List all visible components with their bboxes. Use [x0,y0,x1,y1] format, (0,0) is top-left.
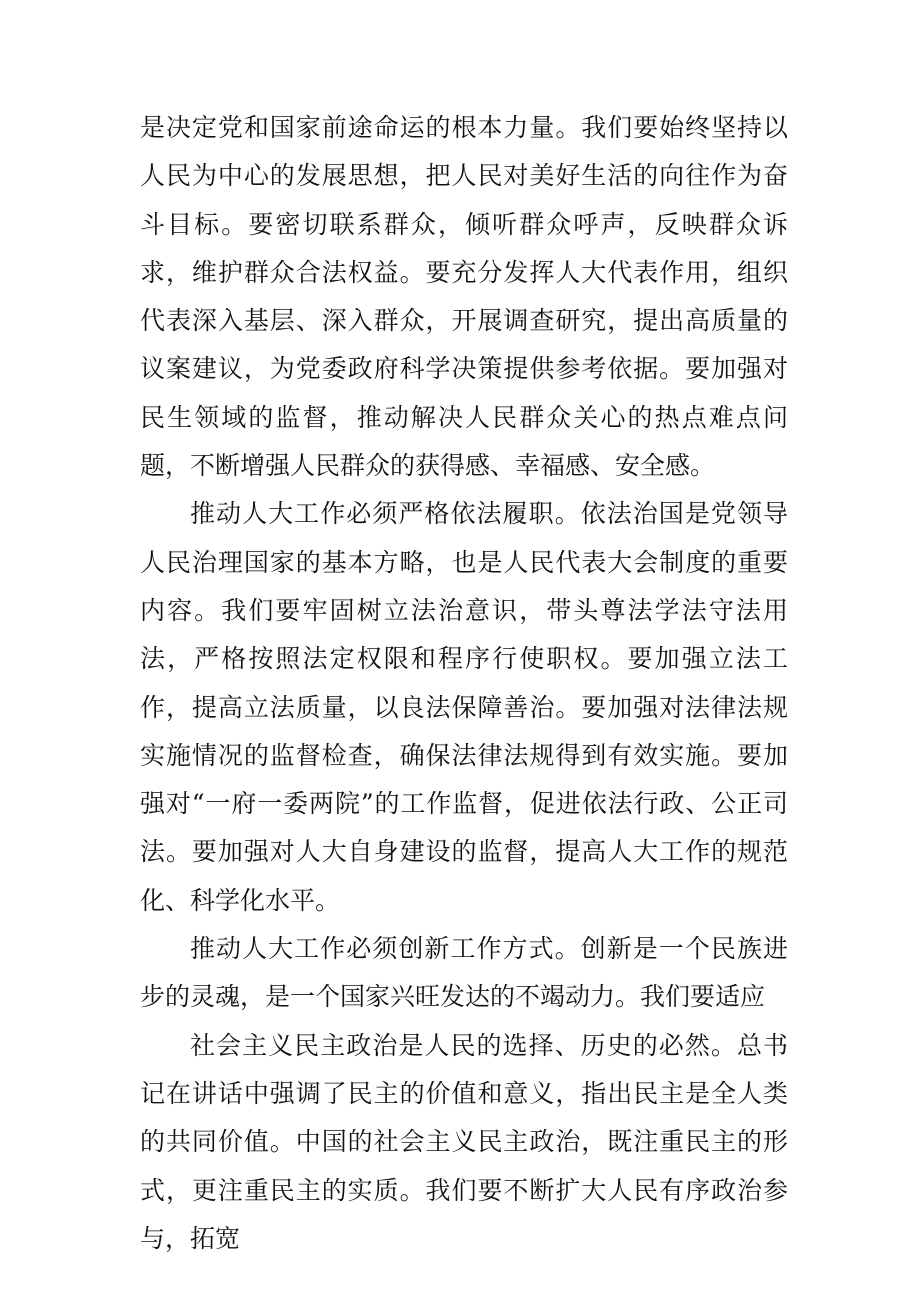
paragraph-4: 社会主义民主政治是人民的选择、历史的必然。总书记在讲话中强调了民主的价值和意义，指出民主是全人类的共同价值。中国的社会主义民主政治，既注重民主的形式，更注重民主的实质。我们要不断扩大人民有序政治参与，拓宽 [140,1030,788,1253]
paragraph-2: 推动人大工作必须严格依法履职。依法治国是党领导人民治理国家的基本方略，也是人民代表大会制度的重要内容。我们要牢固树立法治意识，带头尊法学法守法用法，严格按照法定权限和程序行使职权。要加强立法工作，提高立法质量，以良法保障善治。要加强对法律法规实施情况的监督检查，确保法律法规得到有效实施。要加强对“一府一委两院”的工作监督，促进依法行政、公正司法。要加强对人大自身建设的监督，提高人大工作的规范化、科学化水平。 [140,499,788,915]
document-body [140,104,788,1263]
paragraph-3: 推动人大工作必须创新工作方式。创新是一个民族进步的灵魂，是一个国家兴旺发达的不竭动力。我们要适应 [140,934,788,1012]
paragraph-1: 是决定党和国家前途命运的根本力量。我们要始终坚持以人民为中心的发展思想，把人民对美好生活的向往作为奋斗目标。要密切联系群众，倾听群众呼声，反映群众诉求，维护群众合法权益。要充分发挥人大代表作用，组织代表深入基层、深入群众，开展调查研究，提出高质量的议案建议，为党委政府科学决策提供参考依据。要加强对民生领域的监督，推动解决人民群众关心的热点难点问题，不断增强人民群众的获得感、幸福感、安全感。 [140,113,788,481]
